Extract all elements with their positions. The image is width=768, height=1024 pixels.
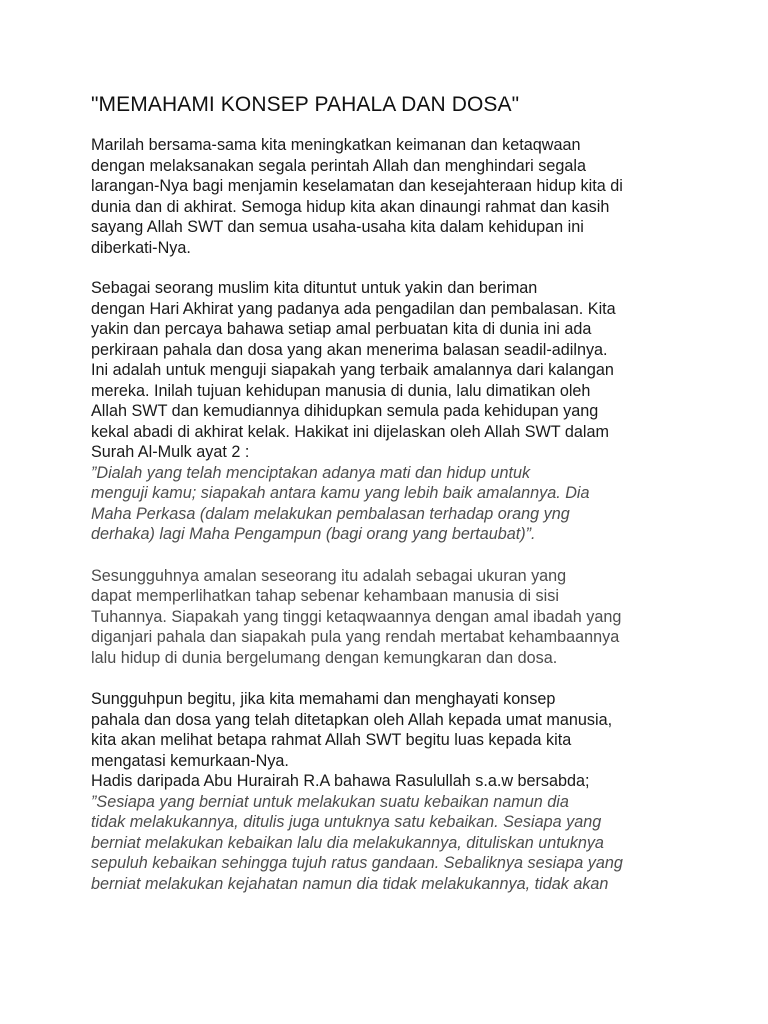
quote-line: menguji kamu; siapakah antara kamu yang lebih baik amalannya. Dia <box>91 484 590 502</box>
text-line: diganjari pahala dan siapakah pula yang rendah mertabat kehambaannya <box>91 628 620 646</box>
text-line: dengan Hari Akhirat yang padanya ada pengadilan dan pembalasan. Kita <box>91 299 616 318</box>
quote-line: sepuluh kebaikan sehingga tujuh ratus gandaan. Sebaliknya sesiapa yang <box>91 854 623 872</box>
text-line: pahala dan dosa yang telah ditetapkan oleh Allah kepada umat manusia, <box>91 710 613 729</box>
text-line: Marilah bersama-sama kita meningkatkan keimanan dan ketaqwaan <box>91 136 581 154</box>
paragraph-intro <box>91 135 691 258</box>
text-line: kekal abadi di akhirat kelak. Hakikat ini dijelaskan oleh Allah SWT dalam <box>91 422 609 441</box>
paragraph-amalan <box>91 566 691 669</box>
page-title: "MEMAHAMI KONSEP PAHALA DAN DOSA" <box>91 93 520 116</box>
text-line: Allah SWT dan kemudiannya dihidupkan semula pada kehidupan yang <box>91 402 599 420</box>
text-line: larangan-Nya bagi menjamin keselamatan dan kesejahteraan hidup kita di <box>91 177 623 195</box>
text-line: Sebagai seorang muslim kita dituntut untuk yakin dan beriman <box>91 279 538 297</box>
text-line: Surah Al-Mulk ayat 2 : <box>91 443 250 461</box>
document-page <box>91 92 691 894</box>
text-line: yakin dan percaya bahawa setiap amal perbuatan kita di dunia ini ada <box>91 320 592 338</box>
quote-line: ”Dialah yang telah menciptakan adanya mati dan hidup untuk <box>91 463 531 482</box>
text-line: Ini adalah untuk menguji siapakah yang terbaik amalannya dari kalangan <box>91 361 614 379</box>
text-line: dapat memperlihatkan tahap sebenar kehambaan manusia di sisi <box>91 587 559 605</box>
text-line: mereka. Inilah tujuan kehidupan manusia di dunia, lalu dimatikan oleh <box>91 381 591 400</box>
paragraph-hadis <box>91 689 691 894</box>
text-line: sayang Allah SWT dan semua usaha-usaha kita dalam kehidupan ini <box>91 218 584 236</box>
text-line: kita akan melihat betapa rahmat Allah SWT begitu luas kepada kita <box>91 731 572 749</box>
quote-line: berniat melakukan kebaikan lalu dia melakukannya, dituliskan untuknya <box>91 833 604 852</box>
text-line: dunia dan di akhirat. Semoga hidup kita akan dinaungi rahmat dan kasih <box>91 197 610 216</box>
text-line: dengan melaksanakan segala perintah Allah dan menghindari segala <box>91 156 586 175</box>
text-line: Tuhannya. Siapakah yang tinggi ketaqwaannya dengan amal ibadah yang <box>91 607 622 626</box>
text-line: Sesungguhnya amalan seseorang itu adalah sebagai ukuran yang <box>91 566 567 585</box>
text-line: Hadis daripada Abu Hurairah R.A bahawa Rasulullah s.a.w bersabda; <box>91 772 590 790</box>
text-line: lalu hidup di dunia bergelumang dengan kemungkaran dan dosa. <box>91 648 558 667</box>
quote-line: ”Sesiapa yang berniat untuk melakukan suatu kebaikan namun dia <box>91 792 569 811</box>
quote-line: Maha Perkasa (dalam melakukan pembalasan terhadap orang yng <box>91 504 570 523</box>
quote-line: tidak melakukannya, ditulis juga untuknya satu kebaikan. Sesiapa yang <box>91 813 602 831</box>
text-line: Sungguhpun begitu, jika kita memahami dan menghayati konsep <box>91 690 556 708</box>
text-line: perkiraan pahala dan dosa yang akan menerima balasan seadil-adilnya. <box>91 340 608 359</box>
paragraph-hari-akhirat <box>91 278 691 545</box>
text-line: diberkati-Nya. <box>91 238 191 257</box>
text-line: mengatasi kemurkaan-Nya. <box>91 751 289 770</box>
quote-line: berniat melakukan kejahatan namun dia tidak melakukannya, tidak akan <box>91 874 609 893</box>
quote-line: derhaka) lagi Maha Pengampun (bagi orang yang bertaubat)”. <box>91 525 536 543</box>
